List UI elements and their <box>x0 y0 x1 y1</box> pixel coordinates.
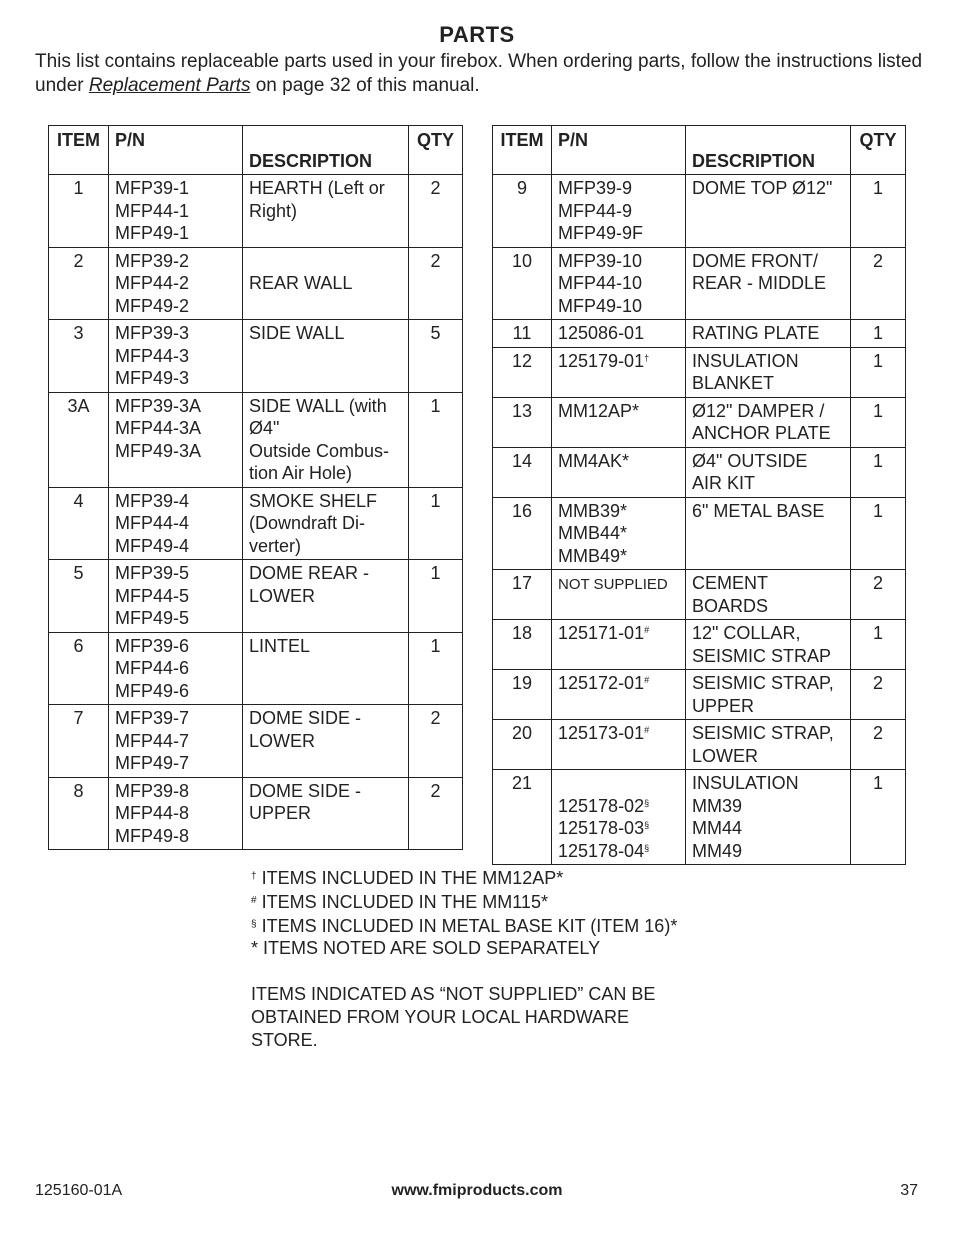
description-line: tion Air Hole) <box>249 463 353 483</box>
part-numbers <box>109 175 243 248</box>
part-number: MFP39-1 <box>115 178 190 198</box>
part-number: MFP49-2 <box>115 295 190 316</box>
part-number: NOT SUPPLIED <box>558 576 668 593</box>
footnote-line <box>251 866 751 890</box>
description-line: Right) <box>249 200 298 221</box>
part-number: 125171-01 <box>558 623 645 643</box>
replacement-parts-reference: Replacement Parts <box>88 75 251 96</box>
table-row <box>493 497 906 570</box>
part-number: 125173-01 <box>558 723 645 743</box>
part-number: 125172-01 <box>558 673 645 693</box>
footnote-mark: # <box>644 725 650 735</box>
quantity: 1 <box>851 770 906 865</box>
footnotes <box>251 866 751 1051</box>
description <box>243 247 409 320</box>
item-number: 20 <box>493 720 552 770</box>
description <box>243 632 409 705</box>
part-number: MMB49* <box>558 545 628 566</box>
description-line: SMOKE SHELF <box>249 490 378 511</box>
description <box>243 777 409 850</box>
description-line: INSULATION <box>692 350 799 371</box>
part-numbers <box>552 570 686 620</box>
part-number: MFP49-10 <box>558 295 643 316</box>
description-line: LOWER <box>249 585 316 606</box>
part-numbers <box>109 320 243 393</box>
part-number: MFP44-6 <box>115 658 190 678</box>
description-line: UPPER <box>692 695 755 716</box>
description-line: BLANKET <box>692 373 775 393</box>
quantity: 1 <box>409 560 463 633</box>
part-number: MFP39-3A <box>115 395 202 416</box>
document-number: 125160-01A <box>35 1182 123 1199</box>
description <box>243 175 409 248</box>
table-row <box>493 347 906 397</box>
part-number: MFP49-7 <box>115 753 190 773</box>
part-number: MFP39-10 <box>558 250 643 271</box>
quantity: 1 <box>851 347 906 397</box>
table-row <box>49 705 463 778</box>
footnote-text: ITEMS INCLUDED IN THE MM12AP* <box>261 868 564 888</box>
page-title: PARTS <box>439 22 515 47</box>
parts-table-right <box>492 125 906 865</box>
description-line: SEISMIC STRAP, <box>692 673 834 693</box>
footnote-line <box>251 890 751 914</box>
part-numbers <box>552 720 686 770</box>
description <box>243 392 409 487</box>
parts-table-left <box>48 125 463 850</box>
description <box>686 320 851 348</box>
part-number: MFP39-7 <box>115 708 190 728</box>
table-row <box>493 770 906 865</box>
description <box>686 720 851 770</box>
description-line: MM39 <box>692 795 743 816</box>
description-line: DOME TOP Ø12" <box>692 178 833 198</box>
item-number: 19 <box>493 670 552 720</box>
description <box>243 320 409 393</box>
table-row <box>49 175 463 248</box>
part-number: MFP49-3 <box>115 368 190 388</box>
description <box>243 705 409 778</box>
table-row <box>493 447 906 497</box>
item-number: 3 <box>49 320 109 393</box>
item-number: 7 <box>49 705 109 778</box>
part-number: MFP39-5 <box>115 563 190 583</box>
part-number: MM12AP* <box>558 400 640 421</box>
not-supplied-note <box>251 983 751 1051</box>
table-header-row <box>493 126 906 175</box>
part-number: MFP39-8 <box>115 780 190 801</box>
description <box>686 570 851 620</box>
item-number: 18 <box>493 620 552 670</box>
table-row <box>493 720 906 770</box>
description <box>686 175 851 248</box>
item-number: 3A <box>49 392 109 487</box>
footnote-line <box>251 914 751 938</box>
item-number: 1 <box>49 175 109 248</box>
description <box>686 447 851 497</box>
part-number: MFP49-4 <box>115 535 190 556</box>
header-pn: P/N <box>552 126 686 175</box>
table-row <box>493 570 906 620</box>
footnote-text: * ITEMS NOTED ARE SOLD SEPARATELY <box>251 938 601 959</box>
part-numbers <box>109 560 243 633</box>
footnote-mark: # <box>644 625 650 635</box>
part-numbers <box>552 497 686 570</box>
quantity: 1 <box>851 175 906 248</box>
footnote-mark: § <box>644 797 650 808</box>
description <box>686 670 851 720</box>
quantity: 2 <box>851 670 906 720</box>
footnote-text: ITEMS INCLUDED IN METAL BASE KIT (ITEM 16)* <box>261 915 678 936</box>
footnote-mark: † <box>644 352 650 363</box>
description-line: MM44 <box>692 818 743 838</box>
item-number: 6 <box>49 632 109 705</box>
description-line: REAR - MIDDLE <box>692 273 827 293</box>
quantity: 2 <box>851 570 906 620</box>
quantity: 1 <box>851 320 906 348</box>
footnote-mark: § <box>644 820 650 830</box>
table-row <box>49 487 463 560</box>
quantity: 2 <box>851 247 906 320</box>
table-row <box>493 397 906 447</box>
header-item: ITEM <box>49 126 109 175</box>
part-numbers <box>552 447 686 497</box>
footnote-mark: # <box>251 894 257 906</box>
part-number: MM4AK* <box>558 450 630 471</box>
table-row <box>49 320 463 393</box>
description-line: verter) <box>249 535 302 556</box>
table-header-row <box>49 126 463 175</box>
part-number: MFP39-9 <box>558 178 633 198</box>
part-numbers <box>552 620 686 670</box>
part-number: MFP44-1 <box>115 200 190 221</box>
website: www.fmiproducts.com <box>391 1182 563 1199</box>
part-number: MFP49-5 <box>115 608 190 628</box>
description-line: BOARDS <box>692 595 769 616</box>
intro-paragraph <box>35 50 930 98</box>
part-number: MFP39-2 <box>115 250 190 271</box>
item-number: 8 <box>49 777 109 850</box>
table-row <box>49 632 463 705</box>
description-line: DOME SIDE - <box>249 780 362 801</box>
part-numbers <box>109 487 243 560</box>
item-number: 14 <box>493 447 552 497</box>
description <box>686 397 851 447</box>
quantity: 1 <box>851 447 906 497</box>
description-line: AIR KIT <box>692 473 756 493</box>
header-pn: P/N <box>109 126 243 175</box>
item-number: 11 <box>493 320 552 348</box>
description-line: MM49 <box>692 840 743 861</box>
footnote-mark: † <box>251 871 257 882</box>
description-line: RATING PLATE <box>692 323 820 343</box>
description-line: INSULATION <box>692 773 799 793</box>
description-line: HEARTH (Left or <box>249 178 385 198</box>
table-row <box>49 560 463 633</box>
part-numbers <box>109 247 243 320</box>
item-number: 13 <box>493 397 552 447</box>
description-line: SEISMIC STRAP <box>692 645 832 666</box>
footnote-line <box>251 937 751 960</box>
item-number: 12 <box>493 347 552 397</box>
description-line: UPPER <box>249 803 312 823</box>
description <box>686 620 851 670</box>
item-number: 17 <box>493 570 552 620</box>
part-number: MFP44-10 <box>558 273 643 293</box>
description-line: (Downdraft Di- <box>249 513 366 533</box>
description <box>686 497 851 570</box>
quantity: 2 <box>409 247 463 320</box>
not-supplied-line: OBTAINED FROM YOUR LOCAL HARDWARE <box>251 1006 630 1027</box>
description <box>686 247 851 320</box>
description-line: LINTEL <box>249 635 311 656</box>
description-line: Outside Combus- <box>249 440 390 461</box>
header-item: ITEM <box>493 126 552 175</box>
item-number: 2 <box>49 247 109 320</box>
description <box>243 487 409 560</box>
part-number: MFP39-3 <box>115 323 190 343</box>
description-line: LOWER <box>249 730 316 751</box>
description <box>243 560 409 633</box>
footnote-mark: § <box>644 842 650 853</box>
quantity: 2 <box>409 175 463 248</box>
part-number: 125178-03 <box>558 818 645 838</box>
part-number: MFP49-6 <box>115 680 190 701</box>
part-number: MFP49-9F <box>558 223 644 243</box>
item-number: 5 <box>49 560 109 633</box>
part-number: 125178-04 <box>558 840 645 861</box>
intro-text-before: This list contains replaceable parts used in your firebox. When ordering parts, follow the instructions listed under <box>35 51 923 96</box>
quantity: 1 <box>851 620 906 670</box>
part-number: MFP44-7 <box>115 730 190 751</box>
part-numbers <box>552 670 686 720</box>
intro-text-after: on page 32 of this manual. <box>250 75 480 96</box>
part-numbers <box>109 392 243 487</box>
part-number: MFP49-8 <box>115 825 190 846</box>
part-numbers <box>109 705 243 778</box>
item-number: 21 <box>493 770 552 865</box>
quantity: 5 <box>409 320 463 393</box>
quantity: 1 <box>851 497 906 570</box>
part-number: MFP44-3A <box>115 418 202 438</box>
description <box>686 347 851 397</box>
item-number: 9 <box>493 175 552 248</box>
item-number: 4 <box>49 487 109 560</box>
table-row <box>49 247 463 320</box>
part-numbers <box>552 175 686 248</box>
table-row <box>493 247 906 320</box>
part-number: MFP39-4 <box>115 490 190 511</box>
table-row <box>49 392 463 487</box>
not-supplied-line: STORE. <box>251 1029 318 1050</box>
description-line: Ø4" OUTSIDE <box>692 450 808 471</box>
description-line: Ø12" DAMPER / <box>692 400 825 421</box>
part-number: 125178-02 <box>558 795 645 816</box>
part-numbers <box>552 770 686 865</box>
description-line: LOWER <box>692 745 759 766</box>
part-number: MMB44* <box>558 523 628 543</box>
header-qty: QTY <box>851 126 906 175</box>
quantity: 1 <box>851 397 906 447</box>
quantity: 2 <box>409 777 463 850</box>
description-line: ANCHOR PLATE <box>692 423 831 443</box>
quantity: 2 <box>409 705 463 778</box>
part-number: 125179-01 <box>558 350 645 371</box>
part-number: 125086-01 <box>558 323 645 343</box>
description-line: REAR WALL <box>249 273 353 293</box>
header-description: DESCRIPTION <box>686 126 851 175</box>
quantity: 1 <box>409 632 463 705</box>
part-number: MFP44-4 <box>115 513 190 533</box>
quantity: 2 <box>851 720 906 770</box>
description-line: Ø4" <box>249 418 280 438</box>
table-row <box>493 620 906 670</box>
description-line: 6" METAL BASE <box>692 500 825 521</box>
part-number: MFP44-2 <box>115 273 190 293</box>
part-numbers <box>552 320 686 348</box>
description-line: DOME FRONT/ <box>692 250 818 271</box>
table-row <box>493 670 906 720</box>
part-numbers <box>552 347 686 397</box>
description-line: SIDE WALL <box>249 323 345 343</box>
description-line: CEMENT <box>692 573 768 593</box>
description-line: SEISMIC STRAP, <box>692 723 834 743</box>
footnote-text: ITEMS INCLUDED IN THE MM115* <box>261 891 548 912</box>
description <box>686 770 851 865</box>
table-row <box>493 320 906 348</box>
part-number: MFP49-1 <box>115 223 190 243</box>
part-number: MMB39* <box>558 500 628 521</box>
part-numbers <box>552 397 686 447</box>
part-numbers <box>109 777 243 850</box>
footnote-mark: # <box>644 675 650 685</box>
not-supplied-line: ITEMS INDICATED AS “NOT SUPPLIED” CAN BE <box>251 983 656 1004</box>
description-line: DOME SIDE - <box>249 708 362 728</box>
part-number: MFP44-9 <box>558 200 633 221</box>
description-line: SIDE WALL (with <box>249 395 387 416</box>
header-description: DESCRIPTION <box>243 126 409 175</box>
part-number: MFP39-6 <box>115 635 190 656</box>
item-number: 10 <box>493 247 552 320</box>
table-row <box>49 777 463 850</box>
part-number: MFP44-3 <box>115 345 190 366</box>
page-number: 37 <box>900 1182 918 1199</box>
part-number: MFP44-8 <box>115 803 190 823</box>
description-line: DOME REAR - <box>249 563 370 583</box>
part-number: MFP44-5 <box>115 585 190 606</box>
quantity: 1 <box>409 487 463 560</box>
description-line: 12" COLLAR, <box>692 623 801 643</box>
part-numbers <box>552 247 686 320</box>
footnote-mark: § <box>251 918 257 930</box>
table-row <box>493 175 906 248</box>
quantity: 1 <box>409 392 463 487</box>
header-qty: QTY <box>409 126 463 175</box>
part-number: MFP49-3A <box>115 440 202 461</box>
part-numbers <box>109 632 243 705</box>
item-number: 16 <box>493 497 552 570</box>
